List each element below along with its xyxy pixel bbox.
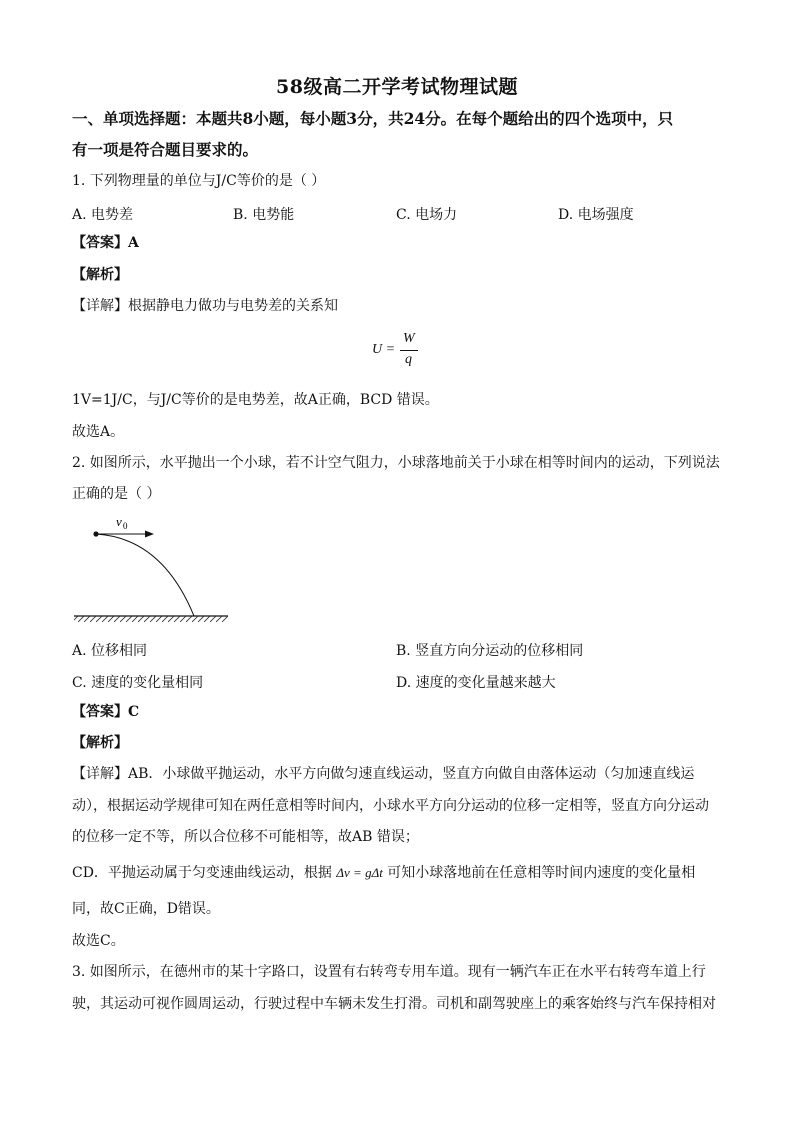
q2-option-a: A. 位移相同 [72, 643, 148, 659]
q2-detail-line5: 同，故C正确，D错误。 [72, 901, 220, 917]
q2-stem-line2: 正确的是（ ） [72, 486, 161, 502]
section-heading-line2: 有一项是符合题目要求的。 [72, 140, 259, 159]
velocity-label: v [116, 514, 122, 529]
formula-lhs: U = [372, 342, 396, 357]
q1-conclusion: 1V=1J/C，与J/C等价的是电势差，故A正确，BCD 错误。 [72, 392, 439, 408]
q2-detail4-post: 可知小球落地前在任意相等时间内速度的变化量相 [387, 865, 696, 881]
q2-detail-line3: 的位移一定不等，所以合位移不可能相等，故AB 错误； [72, 829, 419, 845]
page-title: 58级高二开学考试物理试题 [276, 76, 518, 98]
trajectory-curve [96, 534, 194, 616]
q1-option-b: B. 电势能 [233, 207, 295, 223]
formula-denominator: q [405, 352, 412, 367]
q2-option-b: B. 竖直方向分运动的位移相同 [396, 643, 584, 659]
q1-option-d: D. 电场强度 [558, 207, 634, 223]
q2-detail4-formula: Δv = gΔt [336, 865, 383, 880]
q2-choose: 故选C。 [72, 933, 125, 949]
q2-detail-line4 [72, 864, 732, 882]
ground-hatch [74, 616, 228, 622]
q3-stem-line1: 3. 如图所示，在德州市的某十字路口，设置有右转弯专用车道。现有一辆汽车正在水平右转弯车道上行 [72, 964, 706, 980]
q2-analysis-label: 【解析】 [72, 735, 128, 751]
q1-answer: 【答案】A [72, 235, 139, 251]
q1-option-c: C. 电场力 [396, 207, 458, 223]
formula-numerator: W [403, 331, 415, 346]
fraction-bar [400, 350, 418, 351]
velocity-subscript: 0 [123, 521, 128, 531]
q3-stem-line2: 驶，其运动可视作圆周运动，行驶过程中车辆未发生打滑。司机和副驾驶座上的乘客始终与汽车保持相对 [72, 996, 716, 1012]
q1-formula [372, 331, 432, 371]
q2-option-c: C. 速度的变化量相同 [72, 675, 204, 691]
q2-option-d: D. 速度的变化量越来越大 [396, 675, 556, 691]
q2-stem-line1: 2. 如图所示，水平抛出一个小球，若不计空气阻力，小球落地前关于小球在相等时间内的运动，下列说法 [72, 455, 720, 471]
q1-choose: 故选A。 [72, 424, 125, 440]
velocity-arrow-head [145, 531, 154, 538]
q2-detail-line1: 【详解】AB．小球做平抛运动，水平方向做匀速直线运动，竖直方向做自由落体运动（匀加速直线运 [72, 766, 695, 782]
q1-option-a: A. 电势差 [72, 207, 134, 223]
projectile-figure [72, 508, 232, 626]
q2-detail4-pre: CD．平抛运动属于匀变速曲线运动，根据 [72, 865, 332, 881]
q1-detail: 【详解】根据静电力做功与电势差的关系知 [72, 298, 338, 314]
q2-detail-line2: 动），根据运动学规律可知在两任意相等时间内，小球水平方向分运动的位移一定相等，竖直方向分运动 [72, 798, 709, 814]
q2-answer: 【答案】C [72, 704, 140, 720]
section-heading-line1: 一、单项选择题：本题共8小题，每小题3分，共24分。在每个题给出的四个选项中，只 [72, 109, 674, 128]
q1-analysis-label: 【解析】 [72, 267, 128, 283]
q1-stem: 1. 下列物理量的单位与J/C等价的是（ ） [72, 173, 326, 189]
